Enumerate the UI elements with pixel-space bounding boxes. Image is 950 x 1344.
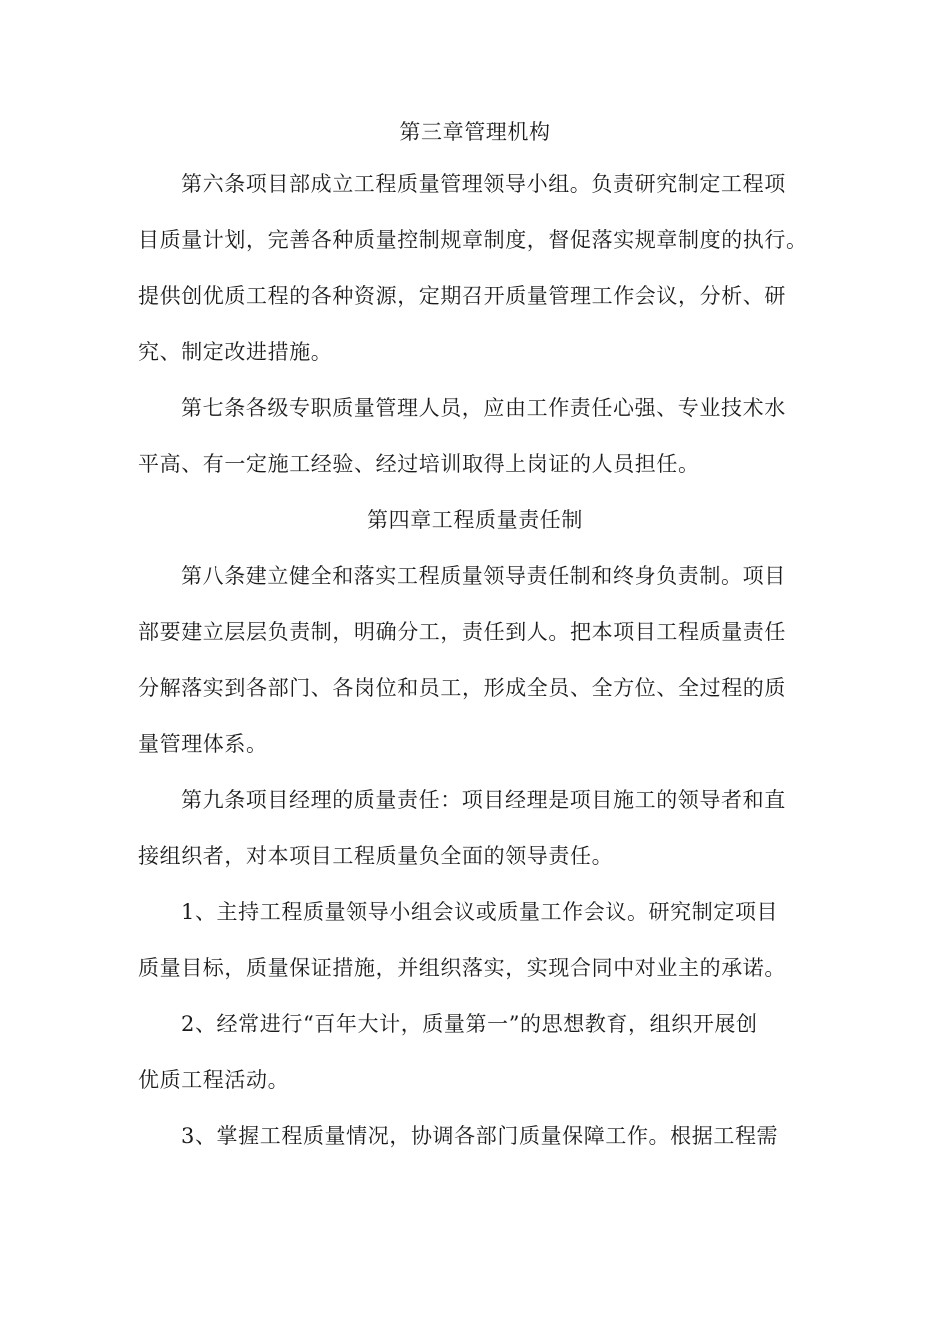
chapter-3-heading: 第三章管理机构 [399, 120, 551, 144]
item-2-line-2: 优质工程活动。 [138, 1068, 290, 1092]
chapter-4-heading: 第四章工程质量责任制 [367, 508, 583, 532]
article-9-line-1: 第九条项目经理的质量责任：项目经理是项目施工的领导者和直 [181, 788, 786, 812]
item-2-line-1: 2、经常进行“百年大计，质量第一”的思想教育，组织开展创 [181, 1012, 758, 1036]
article-8-line-1: 第八条建立健全和落实工程质量领导责任制和终身负责制。项目 [181, 564, 786, 588]
item-1-line-1: 1、主持工程质量领导小组会议或质量工作会议。研究制定项目 [181, 900, 779, 924]
article-6-line-2: 目质量计划，完善各种质量控制规章制度，督促落实规章制度的执行。 [138, 228, 808, 252]
item-3-line-1: 3、掌握工程质量情况，协调各部门质量保障工作。根据工程需 [181, 1124, 779, 1148]
article-8-line-3: 分解落实到各部门、各岗位和员工，形成全员、全方位、全过程的质 [138, 676, 786, 700]
article-6-line-4: 究、制定改进措施。 [138, 340, 333, 364]
article-8-line-2: 部要建立层层负责制，明确分工，责任到人。把本项目工程质量责任 [138, 620, 786, 644]
article-6-line-3: 提供创优质工程的各种资源，定期召开质量管理工作会议，分析、研 [138, 284, 786, 308]
article-7-line-1: 第七条各级专职质量管理人员，应由工作责任心强、专业技术水 [181, 396, 786, 420]
article-7-line-2: 平高、有一定施工经验、经过培训取得上岗证的人员担任。 [138, 452, 700, 476]
item-1-line-2: 质量目标，质量保证措施，并组织落实，实现合同中对业主的承诺。 [138, 956, 786, 980]
article-9-line-2: 接组织者，对本项目工程质量负全面的领导责任。 [138, 844, 614, 868]
article-6-line-1: 第六条项目部成立工程质量管理领导小组。负责研究制定工程项 [181, 172, 786, 196]
article-8-line-4: 量管理体系。 [138, 732, 268, 756]
